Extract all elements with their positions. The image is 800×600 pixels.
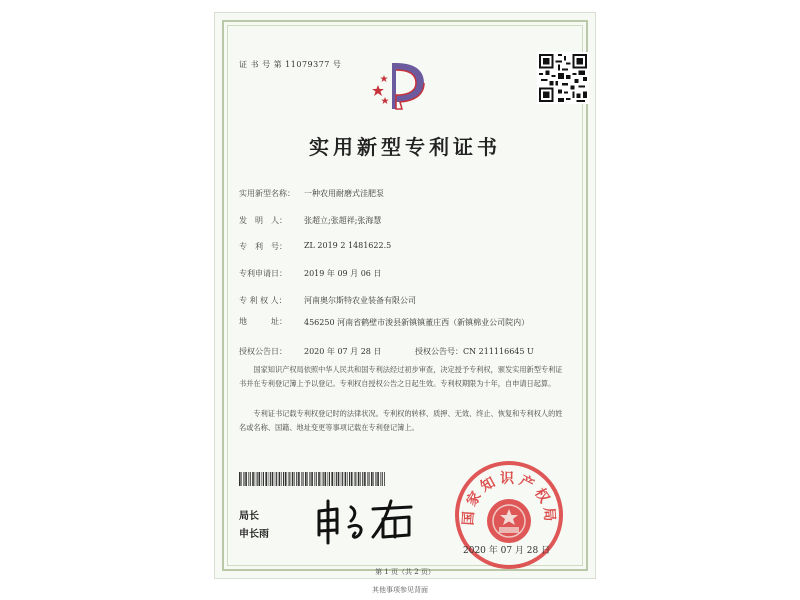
field-label: 专 利 权 人： [239,296,287,305]
seal-date: 2020 年 07 月 28 日 [463,546,551,556]
field-row-address [239,316,544,329]
field-value: ZL 2019 2 1481622.5 [304,241,392,250]
field-label: 专利申请日： [239,269,287,278]
director-signature-icon [311,497,421,545]
certificate-number: 证 书 号 第 11079377 号 [239,60,342,69]
field-label: 发 明 人： [239,216,287,225]
footer-note: 其他事项参见背面 [372,586,428,594]
field-value: 张超立;张超祥;张海慧 [304,216,382,225]
cnipa-logo-icon [370,55,432,117]
field-value: 2020 年 07 月 28 日 [304,347,382,356]
field-row-patent-number [239,241,391,252]
signatory-name: 申长雨 [239,529,269,540]
signature-title: 局长 [239,511,259,522]
patent-certificate [214,12,596,579]
certificate-title: 实用新型专利证书 [309,135,501,159]
page-number: 第 1 页（共 2 页） [375,568,435,576]
certificate-paragraph: 专利证书记载专利权登记时的法律状况。专利权的转移、质押、无效、终止、恢复和专利权人的姓名或名称、国籍、地址变更等事项记载在专利登记簿上。 [239,409,563,432]
field-label: 地 址： [239,317,287,326]
field-value: 2019 年 09 月 06 日 [304,269,382,278]
field-row-utility-model-name [239,188,384,199]
certificate-paragraph: 国家知识产权局依照中华人民共和国专利法经过初步审查，决定授予专利权，颁发实用新型专利证书并在专利登记簿上予以登记。专利权自授权公告之日起生效。专利权期限为十年，自申请日起算。 [239,365,563,388]
field-value: 456250 河南省鹤壁市浚县新镇镇董庄西（新镇棉业公司院内） [304,318,530,327]
field-label: 专 利 号： [239,242,287,251]
grant-publication-number: 授权公告号：CN 211116645 U [415,347,534,356]
qr-code-icon [537,52,589,104]
field-row-grant-date [239,346,381,357]
field-row-inventors [239,215,381,226]
field-value: 一种农用耐磨式洼肥泵 [304,189,384,198]
field-value: 河南奥尔斯特农业装备有限公司 [304,296,416,305]
seal-text: 国家知识产权局 [460,471,558,526]
barcode-icon [239,472,385,486]
field-label: 授权公告日： [239,347,287,356]
field-row-patentee [239,295,416,306]
field-label: 实用新型名称： [239,189,295,198]
field-row-application-date [239,268,381,279]
